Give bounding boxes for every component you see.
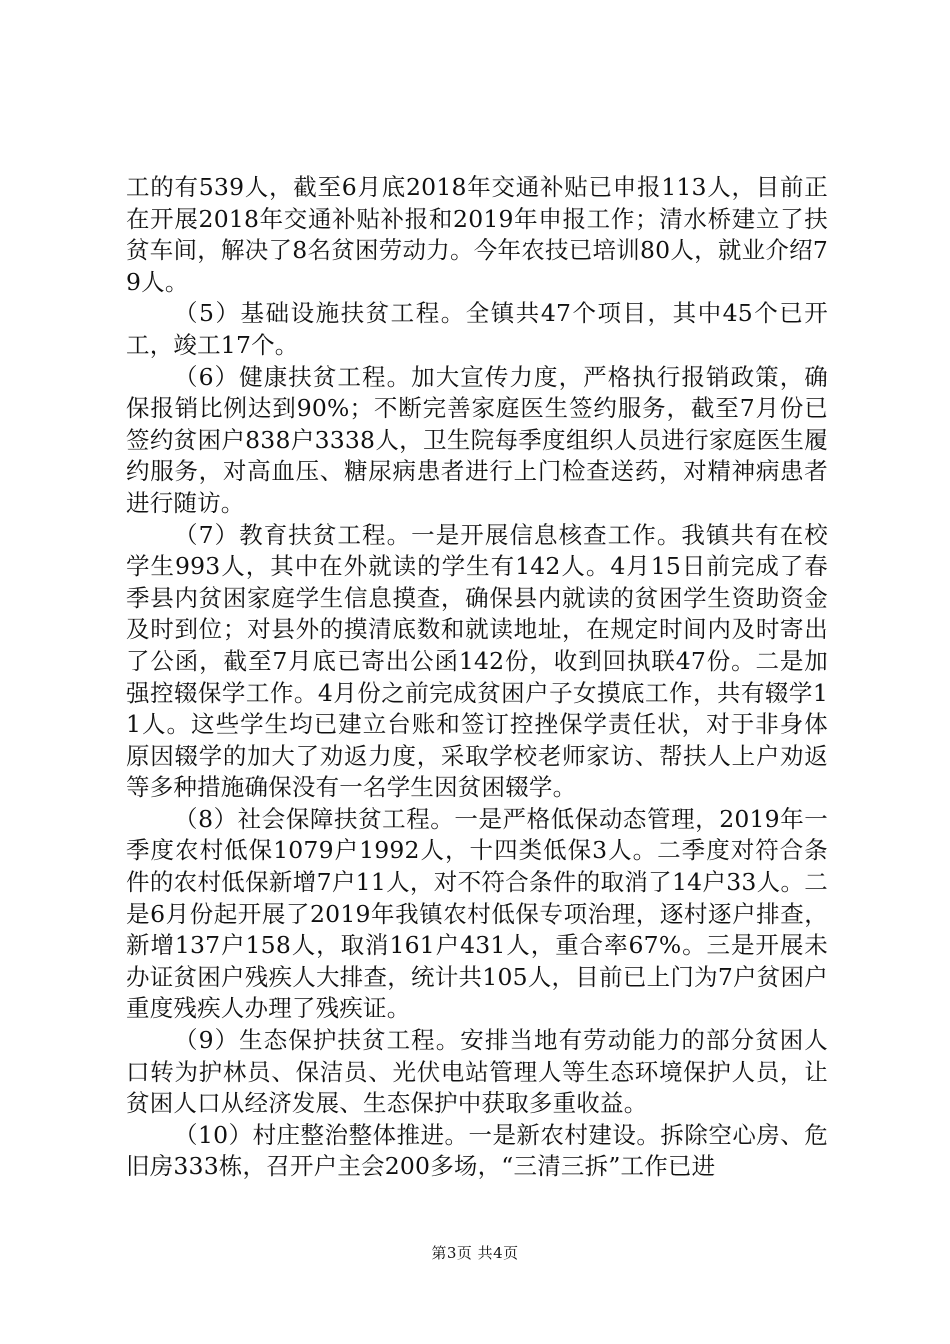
paragraph-ecology: （9）生态保护扶贫工程。安排当地有劳动能力的部分贫困人口转为护林员、保洁员、光伏电站管理人等生态环境保护人员，让贫困人口从经济发展、生态保护中获取多重收益。 <box>126 1026 828 1118</box>
paragraph-health: （6）健康扶贫工程。加大宣传力度，严格执行报销政策，确保报销比例达到90%；不断完善家庭医生签约服务，截至7月份已签约贫困户838户3338人，卫生院每季度组织人员进行家庭医生履约服务，对高血压、糖尿病患者进行上门检查送药，对精神病患者进行随访。 <box>126 362 828 517</box>
paragraph-infrastructure: （5）基础设施扶贫工程。全镇共47个项目，其中45个已开工，竣工17个。 <box>126 299 828 359</box>
paragraph-education: （7）教育扶贫工程。一是开展信息核查工作。我镇共有在校学生993人，其中在外就读的学生有142人。4月15日前完成了春季县内贫困家庭学生信息摸查，确保县内就读的贫困学生资助资金及时到位；对县外的摸清底数和就读地址，在规定时间内及时寄出了公函，截至7月底已寄出公函142份，收到回执联47份。二是加强控辍保学工作。4月份之前完成贫困户子女摸底工作，共有辍学11人。这些学生均已建立台账和签订控挫保学责任状，对于非身体原因辍学的加大了劝返力度，采取学校老师家访、帮扶人上户劝返等多种措施确保没有一名学生因贫困辍学。 <box>126 520 828 802</box>
document-body <box>126 172 828 1183</box>
paragraph-social-security: （8）社会保障扶贫工程。一是严格低保动态管理，2019年一季度农村低保1079户1992人，十四类低保3人。二季度对符合条件的农村低保新增7户11人，对不符合条件的取消了14户33人。二是6月份起开展了2019年我镇农村低保专项治理，逐村逐户排查，新增137户158人，取消161户431人，重合率67%。三是开展未办证贫困户残疾人大排查，统计共105人，目前已上门为7户贫困户重度残疾人办理了残疾证。 <box>126 804 828 1023</box>
paragraph-village-renovation: （10）村庄整治整体推进。一是新农村建设。拆除空心房、危旧房333栋，召开户主会200多场，“三清三拆”工作已进 <box>126 1120 828 1181</box>
page-number-footer: 第3页 共4页 <box>431 1244 519 1262</box>
paragraph-continued: 工的有539人，截至6月底2018年交通补贴已申报113人，目前正在开展2018年交通补贴补报和2019年申报工作；清水桥建立了扶贫车间，解决了8名贫困劳动力。今年农技已培训80人，就业介绍79人。 <box>126 173 828 296</box>
